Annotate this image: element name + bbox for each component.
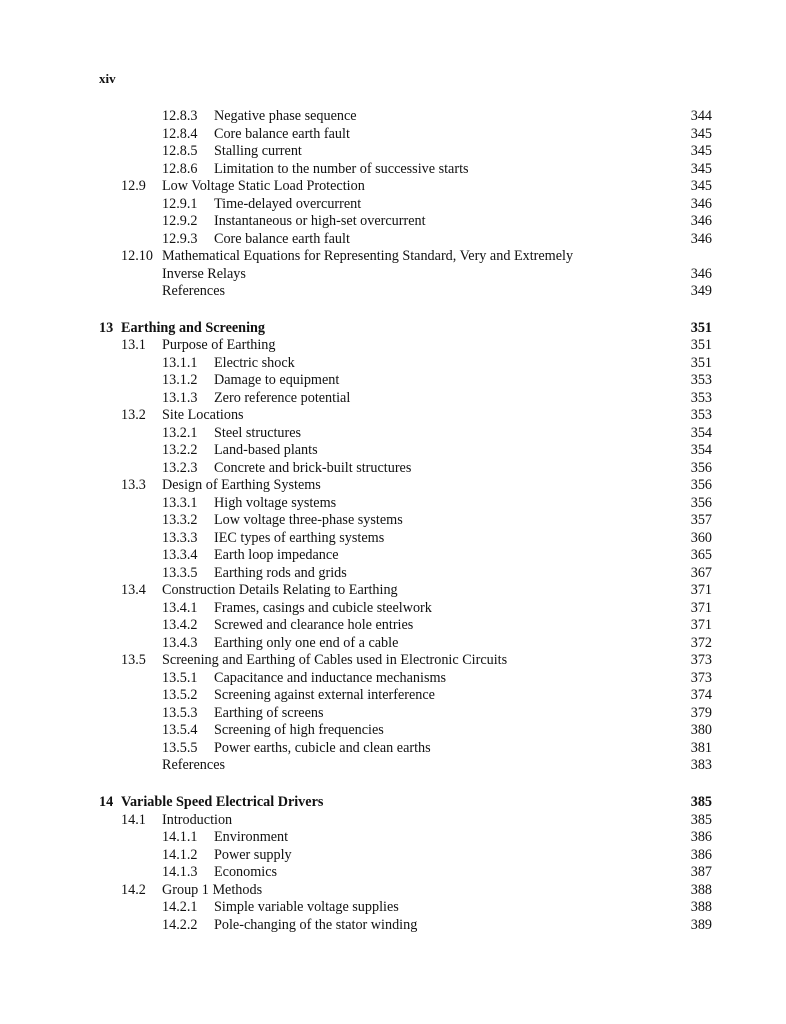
toc-entry-number: 12.8.5 xyxy=(162,143,198,159)
toc-entry-page: 356 xyxy=(690,477,712,494)
toc-entry-title: Power earths, cubicle and clean earths xyxy=(214,739,431,756)
toc-entry-number: 13.3.5 xyxy=(162,564,198,581)
toc-entry-number: 14.1 xyxy=(121,811,146,828)
toc-entry-number: 14.1.1 xyxy=(162,829,198,846)
toc-entry-page: 388 xyxy=(690,881,712,898)
toc-entry-number: 13.5.4 xyxy=(162,722,198,739)
toc-entry-number: 13.5.5 xyxy=(162,739,198,756)
toc-entry-title: Screening against external interference xyxy=(214,687,435,704)
toc-entry-page: 356 xyxy=(690,459,712,476)
toc-entry-row xyxy=(0,722,786,740)
toc-entry-row xyxy=(0,495,786,513)
toc-entry-row xyxy=(0,829,786,847)
toc-entry-page: 381 xyxy=(690,739,712,756)
toc-entry-title: Site Locations xyxy=(162,407,244,424)
toc-entry-row xyxy=(0,372,786,390)
toc-entry-page: 373 xyxy=(690,652,712,669)
toc-entry-page: 383 xyxy=(690,757,712,774)
toc-entry-number: 12.9.3 xyxy=(162,230,198,247)
toc-entry-page: 365 xyxy=(690,547,712,564)
toc-entry-page: 389 xyxy=(690,916,712,933)
toc-entry-page: 356 xyxy=(690,494,712,511)
toc-entry-page: 360 xyxy=(690,529,712,546)
toc-entry-number: 13.4 xyxy=(121,582,146,599)
toc-entry-page: 385 xyxy=(690,811,712,828)
toc-entry-page: 354 xyxy=(690,442,712,459)
toc-entry-number: 12.9.2 xyxy=(162,213,198,229)
toc-entry-row xyxy=(0,530,786,548)
toc-entry-title: Instantaneous or high-set overcurrent xyxy=(214,213,426,229)
toc-entry-row xyxy=(0,126,786,144)
toc-entry-title: Screening and Earthing of Cables used in Electronic Circuits xyxy=(162,652,508,669)
toc-entry-number: 12.8.6 xyxy=(162,160,198,177)
toc-entry-title: Earthing rods and grids xyxy=(214,564,347,581)
table-of-contents xyxy=(0,108,786,934)
toc-entry-number: 14 xyxy=(99,794,114,811)
toc-entry-number: 12.8.4 xyxy=(162,125,198,142)
toc-entry-number: 12.8.3 xyxy=(162,108,198,124)
toc-entry-page: 388 xyxy=(690,899,712,916)
toc-entry-title: Purpose of Earthing xyxy=(162,337,276,354)
toc-entry-title: High voltage systems xyxy=(214,494,337,511)
toc-entry-page: 346 xyxy=(690,265,712,282)
toc-entry-title: Electric shock xyxy=(214,354,295,371)
toc-entry-page: 345 xyxy=(690,160,712,177)
toc-entry-page: 373 xyxy=(690,669,712,686)
toc-entry-title: Screening of high frequencies xyxy=(214,722,384,739)
toc-entry-page: 374 xyxy=(690,687,712,704)
toc-entry-row xyxy=(0,917,786,935)
toc-entry-number: 13.2 xyxy=(121,407,146,424)
toc-entry-row xyxy=(0,565,786,583)
toc-entry-title: Frames, casings and cubicle steelwork xyxy=(214,599,432,616)
page-number: xiv xyxy=(99,71,116,86)
toc-entry-page: 351 xyxy=(690,354,712,371)
toc-entry-number: 13.3.4 xyxy=(162,547,198,564)
toc-entry-number: 13.3 xyxy=(121,477,146,494)
toc-entry-page: 346 xyxy=(690,195,712,212)
toc-entry-row xyxy=(0,161,786,179)
toc-entry-row xyxy=(0,705,786,723)
toc-entry-title: Negative phase sequence xyxy=(214,108,357,124)
toc-entry-title: Low Voltage Static Load Protection xyxy=(162,178,365,194)
toc-entry-page: 379 xyxy=(690,704,712,721)
toc-entry-title: Earth loop impedance xyxy=(214,547,339,564)
toc-entry-title: Design of Earthing Systems xyxy=(162,477,321,494)
toc-entry-row xyxy=(0,108,786,126)
toc-entry-page: 351 xyxy=(690,337,712,354)
toc-entry-number: 13.5 xyxy=(121,652,146,669)
toc-entry-title: Simple variable voltage supplies xyxy=(214,899,399,916)
toc-entry-title: Mathematical Equations for Representing Standard, Very and Extremely xyxy=(162,248,574,264)
toc-entry-title: Earthing only one end of a cable xyxy=(214,634,399,651)
toc-entry-page: 371 xyxy=(690,617,712,634)
toc-entry-title: Limitation to the number of successive starts xyxy=(214,160,469,177)
toc-entry-row xyxy=(0,812,786,830)
toc-entry-row xyxy=(0,652,786,670)
toc-entry-row xyxy=(0,512,786,530)
toc-entry-title: Variable Speed Electrical Drivers xyxy=(121,794,324,811)
toc-entry-page: 346 xyxy=(690,230,712,247)
toc-entry-title: References xyxy=(162,283,226,299)
toc-entry-row xyxy=(0,460,786,478)
toc-entry-page: 385 xyxy=(690,794,712,811)
toc-entry-page: 353 xyxy=(690,407,712,424)
toc-entry-title: Core balance earth fault xyxy=(214,230,350,247)
toc-entry-title: IEC types of earthing systems xyxy=(214,529,385,546)
toc-entry-title: Screwed and clearance hole entries xyxy=(214,617,414,634)
toc-entry-page: 344 xyxy=(690,108,712,124)
toc-references-row xyxy=(0,757,786,775)
toc-entry-page: 372 xyxy=(690,634,712,651)
toc-entry-row xyxy=(0,425,786,443)
toc-entry-row xyxy=(0,337,786,355)
toc-entry-row xyxy=(0,882,786,900)
toc-entry-title: Capacitance and inductance mechanisms xyxy=(214,669,447,686)
toc-entry-title: Pole-changing of the stator winding xyxy=(214,916,418,933)
toc-entry-number: 13.5.1 xyxy=(162,669,198,686)
toc-entry-row xyxy=(0,670,786,688)
toc-entry-title: Low voltage three-phase systems xyxy=(214,512,403,529)
toc-references-row xyxy=(0,283,786,301)
toc-entry-number: 13.1.2 xyxy=(162,372,198,389)
toc-entry-number: 13.1.1 xyxy=(162,354,198,371)
toc-entry-title: Group 1 Methods xyxy=(162,881,263,898)
toc-entry-row xyxy=(0,355,786,373)
toc-entry-number: 13 xyxy=(99,319,114,336)
toc-references-row xyxy=(0,266,786,284)
toc-entry-page: 380 xyxy=(690,722,712,739)
toc-entry-title: Introduction xyxy=(162,811,233,828)
toc-entry-number: 13.5.2 xyxy=(162,687,198,704)
toc-entry-row xyxy=(0,213,786,231)
toc-entry-page: 371 xyxy=(690,599,712,616)
toc-entry-row xyxy=(0,231,786,249)
toc-entry-number: 14.2.1 xyxy=(162,899,198,916)
toc-entry-title: Land-based plants xyxy=(214,442,318,459)
toc-entry-number: 12.10 xyxy=(121,248,153,264)
toc-entry-number: 13.2.1 xyxy=(162,424,198,441)
toc-entry-title: References xyxy=(162,757,226,774)
toc-entry-row xyxy=(0,600,786,618)
toc-entry-number: 12.9.1 xyxy=(162,195,198,212)
toc-entry-page: 354 xyxy=(690,424,712,441)
toc-entry-page: 353 xyxy=(690,389,712,406)
toc-entry-number: 13.4.1 xyxy=(162,599,198,616)
toc-entry-number: 13.3.1 xyxy=(162,494,198,511)
toc-entry-page: 386 xyxy=(690,829,712,846)
toc-entry-row xyxy=(0,687,786,705)
toc-entry-row xyxy=(0,547,786,565)
toc-entry-number: 13.2.2 xyxy=(162,442,198,459)
toc-entry-page: 386 xyxy=(690,846,712,863)
toc-entry-page: 349 xyxy=(690,283,712,299)
toc-entry-title: Damage to equipment xyxy=(214,372,340,389)
toc-entry-number: 13.3.2 xyxy=(162,512,198,529)
toc-entry-title: Steel structures xyxy=(214,424,302,441)
toc-entry-title: Concrete and brick-built structures xyxy=(214,459,412,476)
toc-entry-page: 351 xyxy=(690,319,712,336)
toc-entry-number: 13.3.3 xyxy=(162,529,198,546)
toc-entry-title: Zero reference potential xyxy=(214,389,351,406)
toc-chapter-row xyxy=(0,794,786,812)
toc-entry-number: 14.1.3 xyxy=(162,864,198,881)
toc-entry-page: 346 xyxy=(690,213,712,229)
toc-entry-page: 345 xyxy=(690,125,712,142)
toc-chapter-row xyxy=(0,320,786,338)
toc-entry-title: Earthing of screens xyxy=(214,704,324,721)
toc-entry-title: Environment xyxy=(214,829,289,846)
toc-entry-page: 371 xyxy=(690,582,712,599)
toc-entry-row xyxy=(0,847,786,865)
toc-entry-number: 13.2.3 xyxy=(162,459,198,476)
toc-entry-title: Core balance earth fault xyxy=(214,125,350,142)
toc-entry-row xyxy=(0,740,786,758)
toc-entry-number: 13.1 xyxy=(121,337,146,354)
toc-entry-page: 345 xyxy=(690,143,712,159)
toc-entry-row xyxy=(0,477,786,495)
toc-entry-title: Construction Details Relating to Earthing xyxy=(162,582,398,599)
toc-entry-number: 12.9 xyxy=(121,178,146,194)
toc-entry-number: 14.2.2 xyxy=(162,916,198,933)
toc-entry-row xyxy=(0,178,786,196)
toc-entry-title: Earthing and Screening xyxy=(121,319,266,336)
toc-entry-row xyxy=(0,248,786,266)
toc-entry-number: 14.2 xyxy=(121,881,146,898)
toc-entry-row xyxy=(0,617,786,635)
toc-entry-row xyxy=(0,196,786,214)
toc-entry-page: 367 xyxy=(690,564,712,581)
toc-entry-row xyxy=(0,582,786,600)
toc-entry-title: Economics xyxy=(214,864,278,881)
toc-entry-title: Inverse Relays xyxy=(162,265,246,282)
toc-entry-number: 13.4.2 xyxy=(162,617,198,634)
toc-entry-number: 14.1.2 xyxy=(162,846,198,863)
toc-entry-row xyxy=(0,407,786,425)
toc-entry-number: 13.5.3 xyxy=(162,704,198,721)
toc-entry-title: Time-delayed overcurrent xyxy=(214,195,362,212)
toc-entry-row xyxy=(0,864,786,882)
toc-entry-page: 357 xyxy=(690,512,712,529)
toc-entry-row xyxy=(0,390,786,408)
toc-entry-page: 353 xyxy=(690,372,712,389)
toc-entry-page: 345 xyxy=(690,178,712,194)
toc-entry-title: Stalling current xyxy=(214,143,302,159)
toc-entry-number: 13.1.3 xyxy=(162,389,198,406)
toc-entry-row xyxy=(0,442,786,460)
toc-entry-row xyxy=(0,899,786,917)
toc-entry-row xyxy=(0,635,786,653)
toc-entry-title: Power supply xyxy=(214,846,292,863)
toc-entry-page: 387 xyxy=(690,864,712,881)
toc-entry-number: 13.4.3 xyxy=(162,634,198,651)
toc-entry-row xyxy=(0,143,786,161)
